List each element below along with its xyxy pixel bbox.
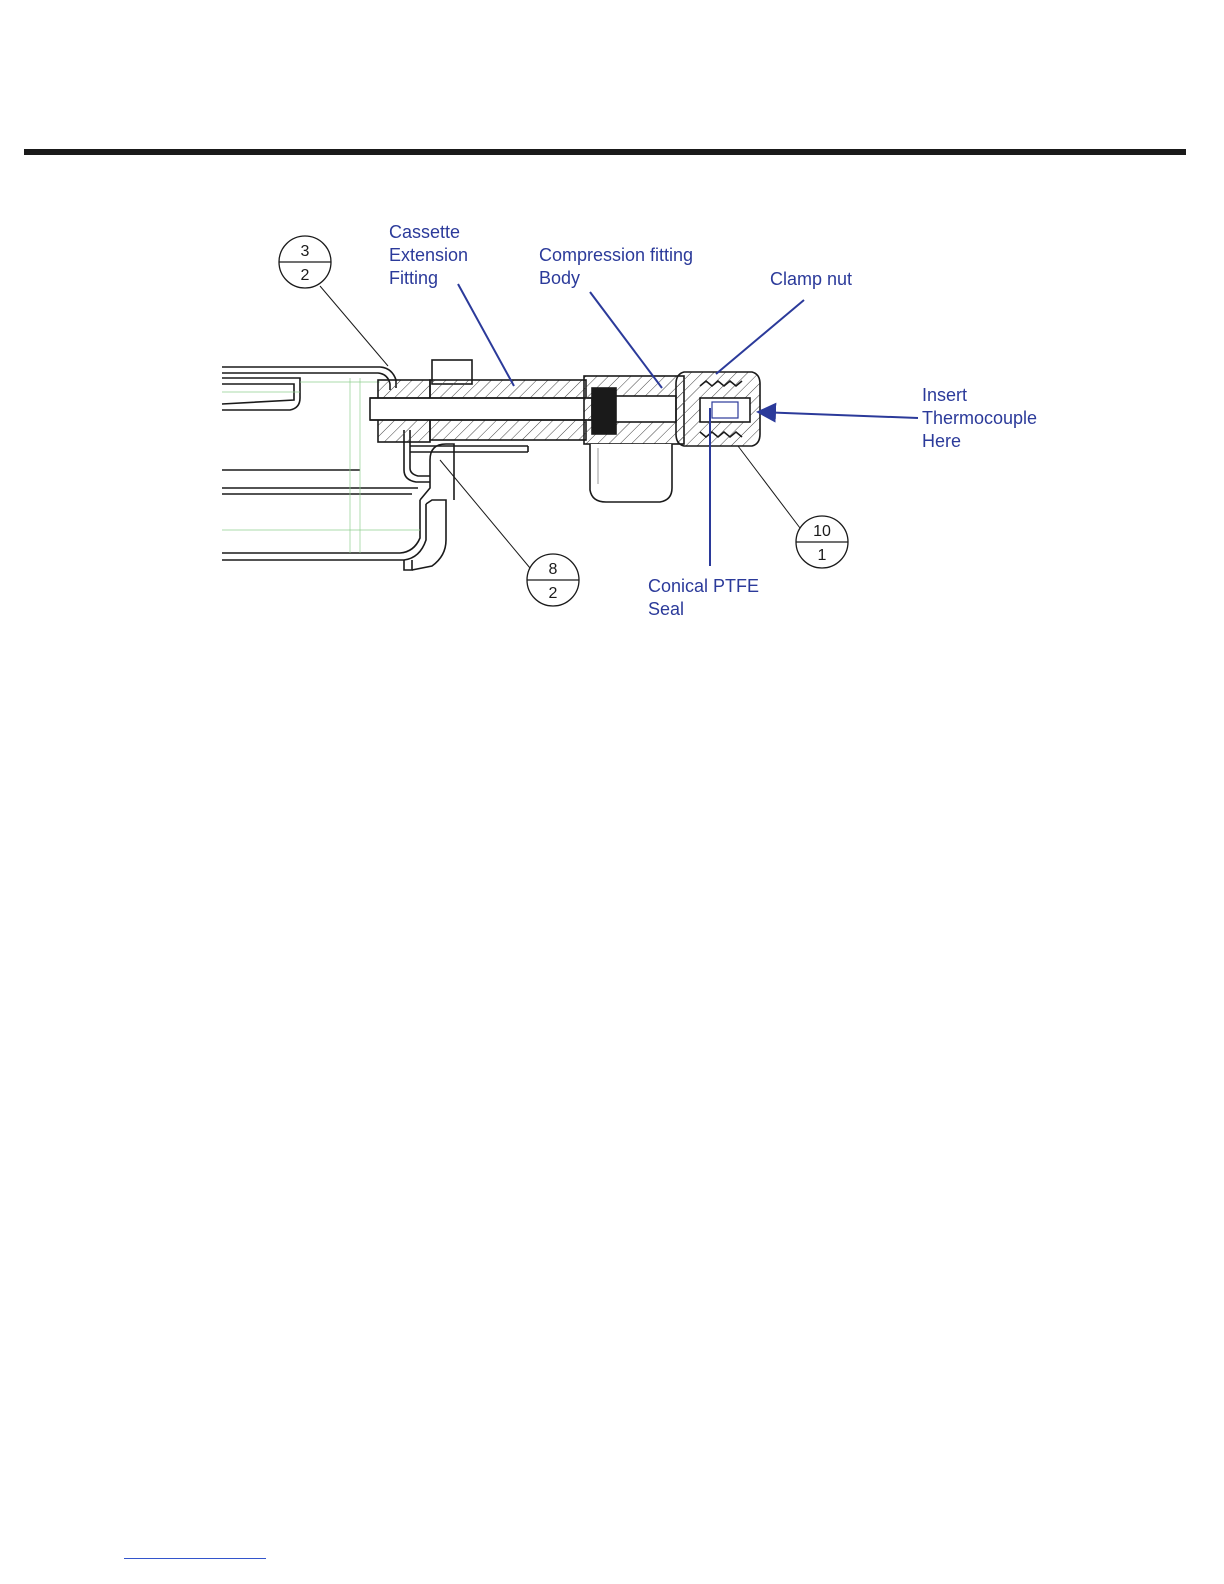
extension-fitting: [370, 360, 592, 442]
label-clamp-nut: Clamp nut: [770, 269, 853, 289]
balloon-3-2-bottom: 2: [300, 267, 310, 284]
cross-section-figure: [0, 0, 1224, 700]
balloon-10-1-bottom: 1: [817, 547, 827, 564]
balloon-10-1: [796, 516, 848, 568]
balloon-3-2: [279, 236, 331, 288]
label-insert-thermocouple: Insert Thermocouple Here: [922, 385, 1038, 451]
balloon-8-2-top: 8: [548, 561, 558, 578]
balloon-8-2-bottom: 2: [548, 585, 558, 602]
footnote-separator: [124, 1558, 266, 1559]
label-cassette-extension-fitting: Cassette Extension Fitting: [389, 222, 469, 288]
balloon-3-2-top: 3: [300, 243, 310, 260]
clamp-nut: [676, 372, 760, 446]
compression-fitting-body: [584, 376, 684, 502]
balloon-10-1-top: 10: [813, 523, 831, 540]
balloon-8-2: [527, 554, 579, 606]
label-conical-ptfe-seal: Conical PTFE Seal: [648, 576, 760, 619]
label-compression-fitting-body: Compression fitting Body: [539, 245, 694, 288]
